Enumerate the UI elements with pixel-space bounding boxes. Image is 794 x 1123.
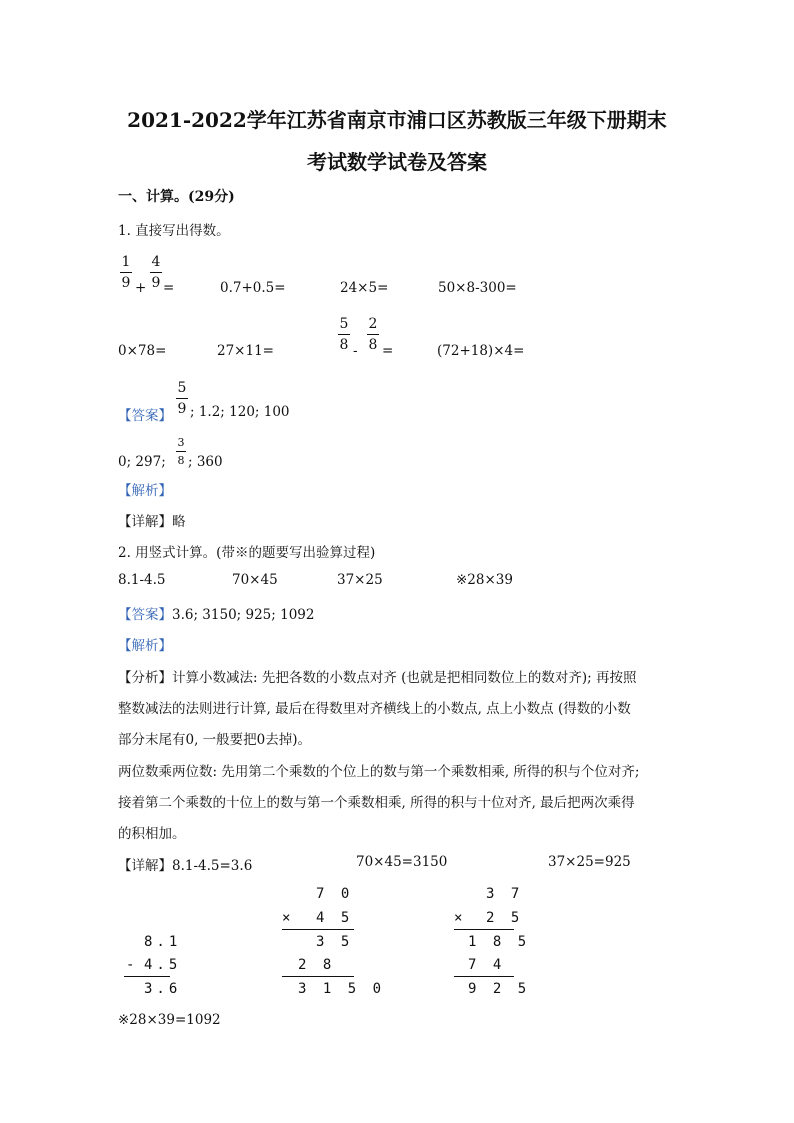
- detail-line: 【详解】8.1-4.5=3.6: [118, 858, 253, 874]
- detail-result: 70×45=3150: [356, 854, 448, 870]
- doc-title-line1: 2021-2022学年江苏省南京市浦口区苏教版三年级下册期末: [127, 108, 667, 132]
- fraction-1-9: 1 9: [121, 254, 131, 291]
- analysis-paragraph: 【分析】计算小数减法: 先把各数的小数点对齐 (也就是把相同数位上的数对齐); 再按照: [118, 670, 637, 686]
- minus-sign: -: [353, 343, 358, 359]
- vertical-line: [454, 976, 514, 977]
- answer-values: 0; 297;: [118, 454, 166, 470]
- vertical-partial: 7 4: [468, 957, 506, 973]
- plus-sign: +: [135, 280, 147, 296]
- expression: 0.7+0.5=: [220, 280, 286, 296]
- vertical-operator: ×: [282, 910, 295, 926]
- answer-fraction-5-9: 5 9: [177, 380, 187, 417]
- vertical-top: 8.1: [144, 934, 182, 950]
- vertical-top: 7 0: [316, 886, 354, 902]
- answer-values: ; 360: [188, 454, 223, 470]
- vertical-result: 3.6: [144, 981, 182, 997]
- analysis-tag: 【解析】: [118, 638, 172, 654]
- expression: 70×45: [232, 572, 278, 588]
- vertical-line: [282, 929, 354, 930]
- question-1-label: 1. 直接写出得数。: [118, 223, 230, 239]
- equals-sign: =: [163, 280, 175, 296]
- vertical-line: [282, 976, 354, 977]
- expression: 50×8-300=: [438, 280, 517, 296]
- answer-values: ; 1.2; 120; 100: [190, 404, 290, 420]
- expression: (72+18)×4=: [437, 343, 525, 359]
- fraction-5-8: 5 8: [339, 316, 349, 353]
- answer-fraction-3-8: 3 8: [177, 436, 185, 467]
- detail-text: 【详解】略: [118, 514, 186, 530]
- vertical-operator: ×: [454, 910, 467, 926]
- expression: 0×78=: [118, 343, 167, 359]
- expression: 37×25: [337, 572, 383, 588]
- expression: 27×11=: [217, 343, 274, 359]
- vertical-partial: 2 8: [298, 957, 336, 973]
- vertical-bottom: 4 5: [316, 910, 354, 926]
- expression: 8.1-4.5: [118, 572, 166, 588]
- detail-label: 【详解】: [118, 858, 172, 874]
- equals-sign: =: [382, 343, 394, 359]
- analysis-line: 的积相加。: [118, 826, 186, 842]
- doc-title-line2: 考试数学试卷及答案: [307, 150, 487, 174]
- vertical-result: 9 2 5: [468, 981, 531, 997]
- analysis-tag: 【解析】: [118, 483, 172, 499]
- vertical-partial: 3 5: [316, 934, 354, 950]
- answer-tag: 【答案】: [118, 408, 172, 424]
- vertical-line: [454, 929, 514, 930]
- fraction-4-9: 4 9: [151, 254, 161, 291]
- vertical-result: 3 1 5 0: [298, 981, 386, 997]
- expression: ※28×39: [456, 572, 513, 588]
- analysis-line: 整数减法的法则进行计算, 最后在得数里对齐横线上的小数点, 点上小数点 (得数的小数: [118, 701, 631, 717]
- vertical-bottom: 2 5: [486, 910, 524, 926]
- vertical-line: [124, 976, 170, 977]
- analysis-line: 接着第二个乘数的十位上的数与第一个乘数相乘, 所得的积与十位对齐, 最后把两次乘得: [118, 795, 635, 811]
- vertical-top: 3 7: [486, 886, 524, 902]
- analysis-line: 部分末尾有0, 一般要把0去掉)。: [118, 732, 312, 748]
- section-heading: 一、计算。(29分): [118, 189, 235, 205]
- answer-tag: 【答案】: [118, 607, 172, 623]
- fraction-2-8: 2 8: [368, 316, 378, 353]
- analysis-line: 两位数乘两位数: 先用第二个乘数的个位上的数与第一个乘数相乘, 所得的积与个位对齐;: [118, 764, 640, 780]
- analysis-label: 【分析】: [118, 670, 172, 686]
- vertical-bottom: 4.5: [144, 957, 182, 973]
- expression: 24×5=: [340, 280, 389, 296]
- check-result: ※28×39=1092: [118, 1012, 221, 1028]
- question-2-label: 2. 用竖式计算。(带※的题要写出验算过程): [118, 545, 376, 561]
- answer-line: [118, 603, 314, 623]
- vertical-partial: 1 8 5: [468, 934, 531, 950]
- detail-result: 37×25=925: [548, 854, 631, 870]
- vertical-operator: -: [126, 957, 139, 973]
- answer-values: 3.6; 3150; 925; 1092: [172, 607, 315, 623]
